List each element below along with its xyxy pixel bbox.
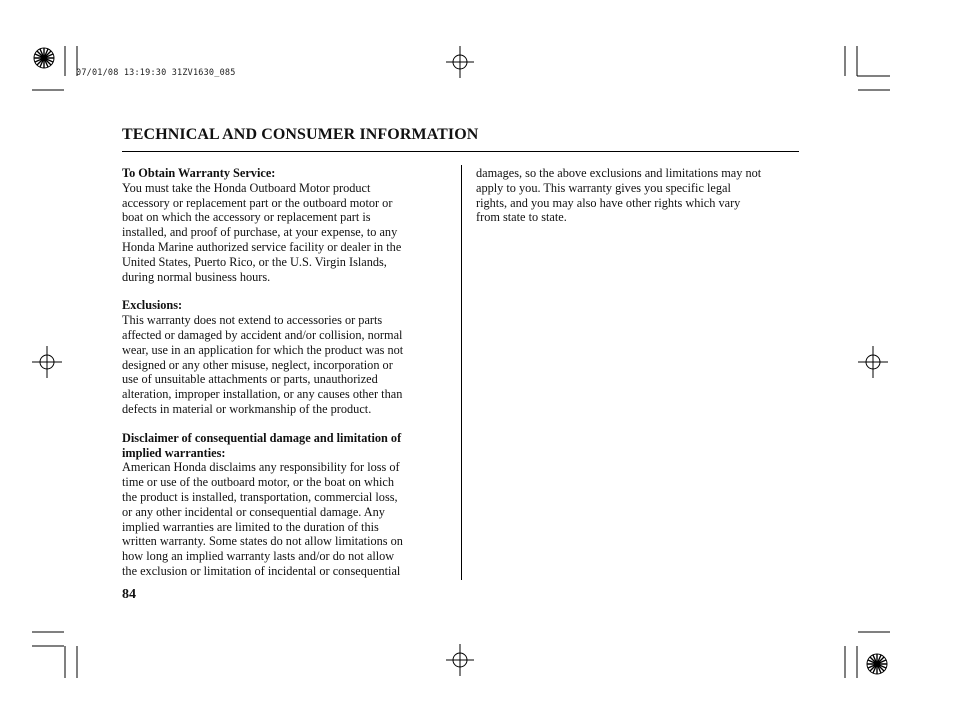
warranty-service-text [122,181,448,285]
text-line: designed or any other misuse, neglect, incorporation or [122,357,393,372]
text-line: boat on which the accessory or replacement part is [122,210,371,225]
text-line: Honda Marine authorized service facility or dealer in the [122,239,402,254]
print-stamp: 07/01/08 13:19:30 31ZV1630_085 [76,68,236,78]
warranty-service-heading: To Obtain Warranty Service: [122,166,276,180]
disclaimer-text [122,460,448,578]
exclusions-heading: Exclusions: [122,298,183,313]
left-column [122,166,448,579]
text-line: or any other incidental or consequential damage. Any [122,504,385,519]
text-line: You must take the Honda Outboard Motor product [122,180,371,195]
text-line: American Honda disclaims any responsibility for loss of [122,460,400,475]
text-line: written warranty. Some states do not allow limitations on [122,534,403,549]
starburst-mark-bottom-right [867,654,887,674]
text-line: United States, Puerto Rico, or the U.S. Virgin Islands, [122,254,387,269]
text-line: the product is installed, transportation, commercial loss, [122,489,398,504]
heading-line: implied warranties: [122,445,226,460]
text-line: use of unsuitable attachments or parts, unauthorized [122,372,378,387]
text-line: implied warranties are limited to the duration of this [122,519,379,534]
text-line: accessory or replacement part or the outboard motor or [122,195,393,210]
section-title: TECHNICAL AND CONSUMER INFORMATION [122,126,479,143]
text-line: from state to state. [476,210,567,225]
text-line: affected or damaged by accident and/or collision, normal [122,327,403,342]
text-line: time or use of the outboard motor, or the boat on which [122,475,395,490]
text-line: apply to you. This warranty gives you specific legal [476,180,731,195]
column-divider [461,165,462,580]
text-line: the exclusion or limitation of incidental or consequential [122,563,401,578]
continuation-text [476,166,806,225]
text-line: alteration, improper installation, or any causes other than [122,387,403,402]
text-line: wear, use in an application for which the product was not [122,342,404,357]
text-line: installed, and proof of purchase, at your expense, to any [122,225,398,240]
text-line: defects in material or workmanship of the product. [122,401,372,416]
title-rule [122,151,799,152]
heading-line: Disclaimer of consequential damage and limitation of [122,430,402,445]
page-number: 84 [122,587,136,602]
starburst-mark-top-left [34,48,54,68]
text-line: how long an implied warranty lasts and/or do not allow [122,549,395,564]
text-line: during normal business hours. [122,269,271,284]
text-line: damages, so the above exclusions and limitations may not [476,166,762,180]
exclusions-text [122,313,448,417]
right-column [476,166,806,225]
text-line: This warranty does not extend to accessories or parts [122,313,383,328]
text-line: rights, and you may also have other rights which vary [476,195,741,210]
disclaimer-heading [122,431,448,461]
